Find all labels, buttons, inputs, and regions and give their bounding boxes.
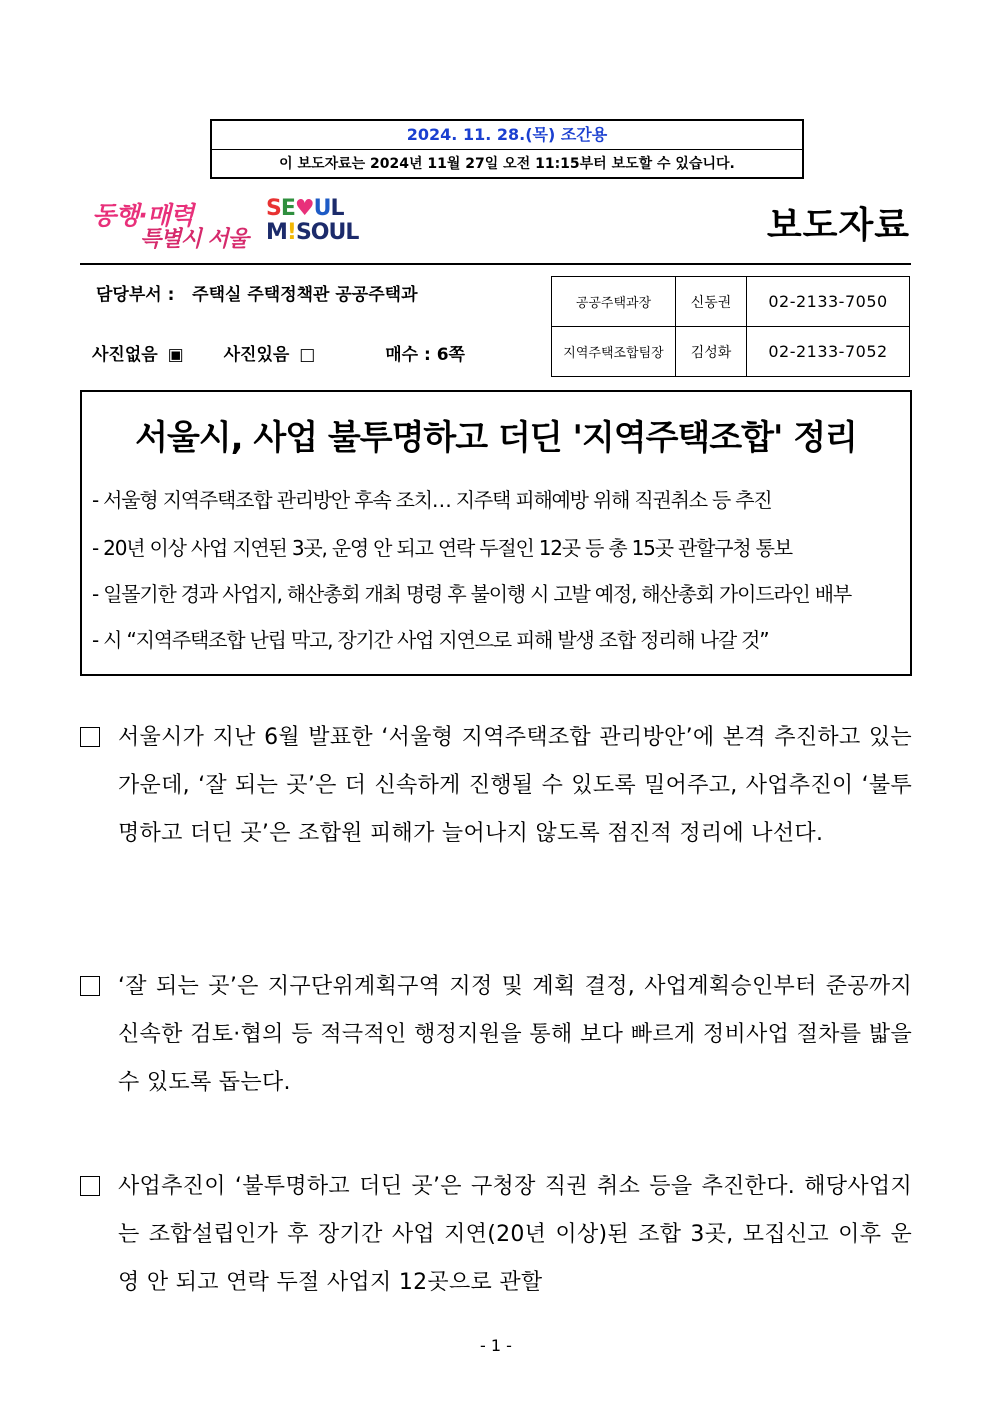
- brand-line1: SE♥UL: [266, 196, 344, 221]
- paragraph-text: 서울시가 지난 6월 발표한 ‘서울형 지역주택조합 관리방안’에 본격 추진하고 있는 가운데, ‘잘 되는 곳’은 더 신속하게 진행될 수 있도록 밀어주고, 사업추진이 ‘불투명하고 더딘 곳’은 조합원 피해가 늘어나지 않도록 점진적 정리에 나선다.: [118, 725, 912, 846]
- paragraph-text: 사업추진이 ‘불투명하고 더딘 곳’은 구청장 직권 취소 등을 추진한다. 해당사업지는 조합설립인가 후 장기간 사업 지연(20년 이상)된 조합 3곳, 모집신고 이후 운영 안 되고 연락 두절 사업지 12곳으로 관할: [118, 1174, 912, 1295]
- no-photo-checkbox: ▣: [167, 345, 184, 365]
- contact-row: [552, 277, 910, 327]
- brand-line2: M!SOUL: [266, 220, 359, 245]
- contact-team: 지역주택조합팀장: [552, 327, 676, 377]
- has-photo-checkbox: □: [299, 345, 316, 365]
- body-paragraph: [80, 963, 912, 1107]
- department-line: [96, 280, 418, 305]
- slogan-line2: 특별시 서울: [140, 227, 248, 252]
- contacts-table: [551, 276, 910, 377]
- bullet-box-icon: [80, 976, 100, 996]
- dept-label: 담당부서 :: [96, 285, 175, 305]
- contact-team: 공공주택과장: [552, 277, 676, 327]
- bullet-box-icon: [80, 1176, 100, 1196]
- contact-row: [552, 327, 910, 377]
- has-photo-label: 사진있음: [223, 345, 290, 365]
- embargo-date: 2024. 11. 28.(목) 조간용: [212, 121, 802, 150]
- contact-phone: 02-2133-7050: [747, 277, 910, 327]
- subhead: - 20년 이상 사업 지연된 3곳, 운영 안 되고 연락 두절인 12곳 등 총 15곳 관할구청 통보: [92, 536, 792, 560]
- slogan-line1: 동행·매력: [92, 201, 194, 230]
- contact-name: 김성화: [676, 327, 747, 377]
- contact-phone: 02-2133-7052: [747, 327, 910, 377]
- bullet-box-icon: [80, 727, 100, 747]
- page-number: - 1 -: [480, 1336, 512, 1355]
- subhead: - 시 “지역주택조합 난립 막고, 장기간 사업 지연으로 피해 발생 조합 정리해 나갈 것”: [92, 628, 769, 652]
- page-count: 매수 : 6쪽: [385, 345, 465, 365]
- headline-box: [80, 390, 912, 676]
- body-paragraph: [80, 714, 912, 858]
- header-divider: [80, 263, 911, 265]
- seoul-my-soul-logo: [266, 196, 359, 249]
- paragraph-text: ‘잘 되는 곳’은 지구단위계획구역 지정 및 계획 결정, 사업계획승인부터 준공까지 신속한 검토·협의 등 적극적인 행정지원을 통해 보다 빠르게 정비사업 절차를 밟을 수 있도록 돕는다.: [118, 974, 912, 1095]
- photo-info-line: [92, 340, 469, 365]
- embargo-notice: 이 보도자료는 2024년 11월 27일 오전 11:15부터 보도할 수 있습니다.: [279, 156, 735, 172]
- no-photo-label: 사진없음: [92, 345, 158, 365]
- contact-name: 신동권: [676, 277, 747, 327]
- headline: 서울시, 사업 불투명하고 더딘 '지역주택조합' 정리: [135, 418, 857, 458]
- subhead: - 서울형 지역주택조합 관리방안 후속 조치… 지주택 피해예방 위해 직권취소 등 추진: [92, 488, 772, 512]
- dept-value: 주택실 주택정책관 공공주택과: [192, 285, 418, 305]
- press-release-title: 보도자료: [766, 205, 910, 246]
- body-paragraph: [80, 1163, 912, 1307]
- embargo-box: [210, 119, 804, 179]
- subhead: - 일몰기한 경과 사업지, 해산총회 개최 명령 후 불이행 시 고발 예정, 해산총회 가이드라인 배부: [92, 582, 851, 606]
- seoul-slogan-logo: [92, 196, 252, 252]
